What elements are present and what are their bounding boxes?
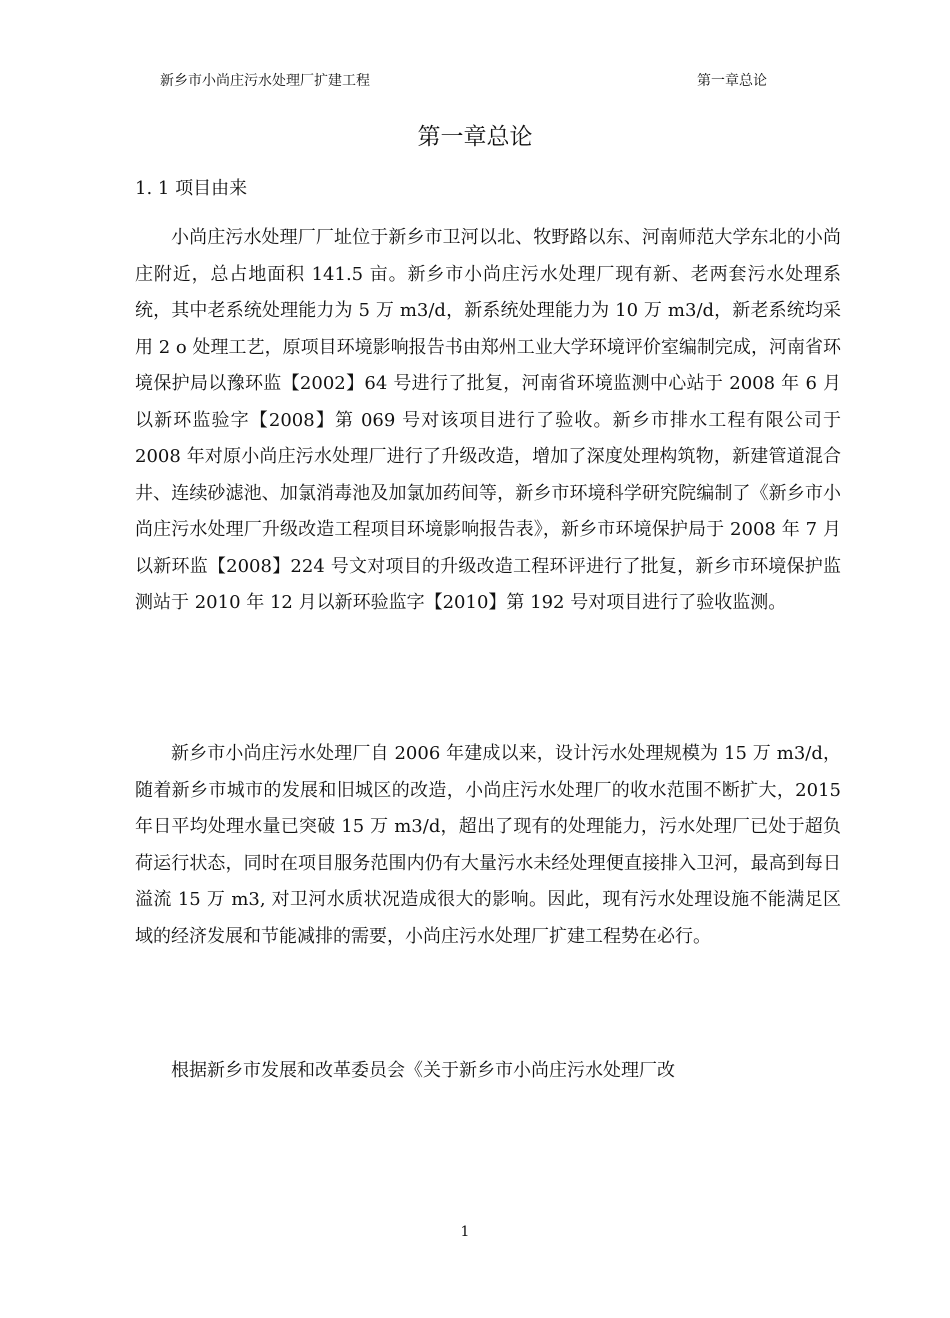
page-number: 1 bbox=[460, 1224, 470, 1240]
chapter-title: 第一章总论 bbox=[417, 124, 533, 150]
section-heading: 1. 1 项目由来 bbox=[135, 178, 248, 199]
page-header bbox=[0, 70, 950, 92]
paragraph-3: 根据新乡市发展和改革委员会《关于新乡市小尚庄污水处理厂改 bbox=[171, 1060, 675, 1081]
paragraph-2: 新乡市小尚庄污水处理厂自 2006 年建成以来，设计污水处理规模为 15 万 m3/d，随着新乡市城市的发展和旧城区的改造，小尚庄污水处理厂的收水范围不断扩大，2015 年日平均处理水量已突破 15 万 m3/d，超出了现有的处理能力，污水处理厂已处于超负荷运行状态，同时在项目服务范围内仍有大量污水未经处理便直接排入卫河，最高到每日溢流 15 万 m3, 对卫河水质状况造成很大的影响。因此，现有污水处理设施不能满足区域的经济发展和节能减排的需要，小尚庄污水处理厂扩建工程势在必行。 bbox=[135, 743, 841, 947]
paragraph-1: 小尚庄污水处理厂厂址位于新乡市卫河以北、牧野路以东、河南师范大学东北的小尚庄附近，总占地面积 141.5 亩。新乡市小尚庄污水处理厂现有新、老两套污水处理系统，其中老系统处理能力为 5 万 m3/d，新系统处理能力为 10 万 m3/d，新老系统均采用 2 o 处理工艺，原项目环境影响报告书由郑州工业大学环境评价室编制完成，河南省环境保护局以豫环监【2002】64 号进行了批复，河南省环境监测中心站于 2008 年 6 月以新环监验字【2008】第 069 号对该项目进行了验收。新乡市排水工程有限公司于 2008 年对原小尚庄污水处理厂进行了升级改造，增加了深度处理构筑物，新建管道混合井、连续砂滤池、加氯消毒池及加氯加药间等，新乡市环境科学研究院编制了《新乡市小尚庄污水处理厂升级改造工程项目环境影响报告表》，新乡市环境保护局于 2008 年 7 月以新环监【2008】224 号文对项目的升级改造工程环评进行了批复，新乡市环境保护监测站于 2010 年 12 月以新环验监字【2010】第 192 号对项目进行了验收监测。 bbox=[135, 227, 841, 613]
header-chapter-title: 第一章总论 bbox=[697, 73, 767, 89]
header-document-title: 新乡市小尚庄污水处理厂扩建工程 bbox=[160, 73, 370, 89]
